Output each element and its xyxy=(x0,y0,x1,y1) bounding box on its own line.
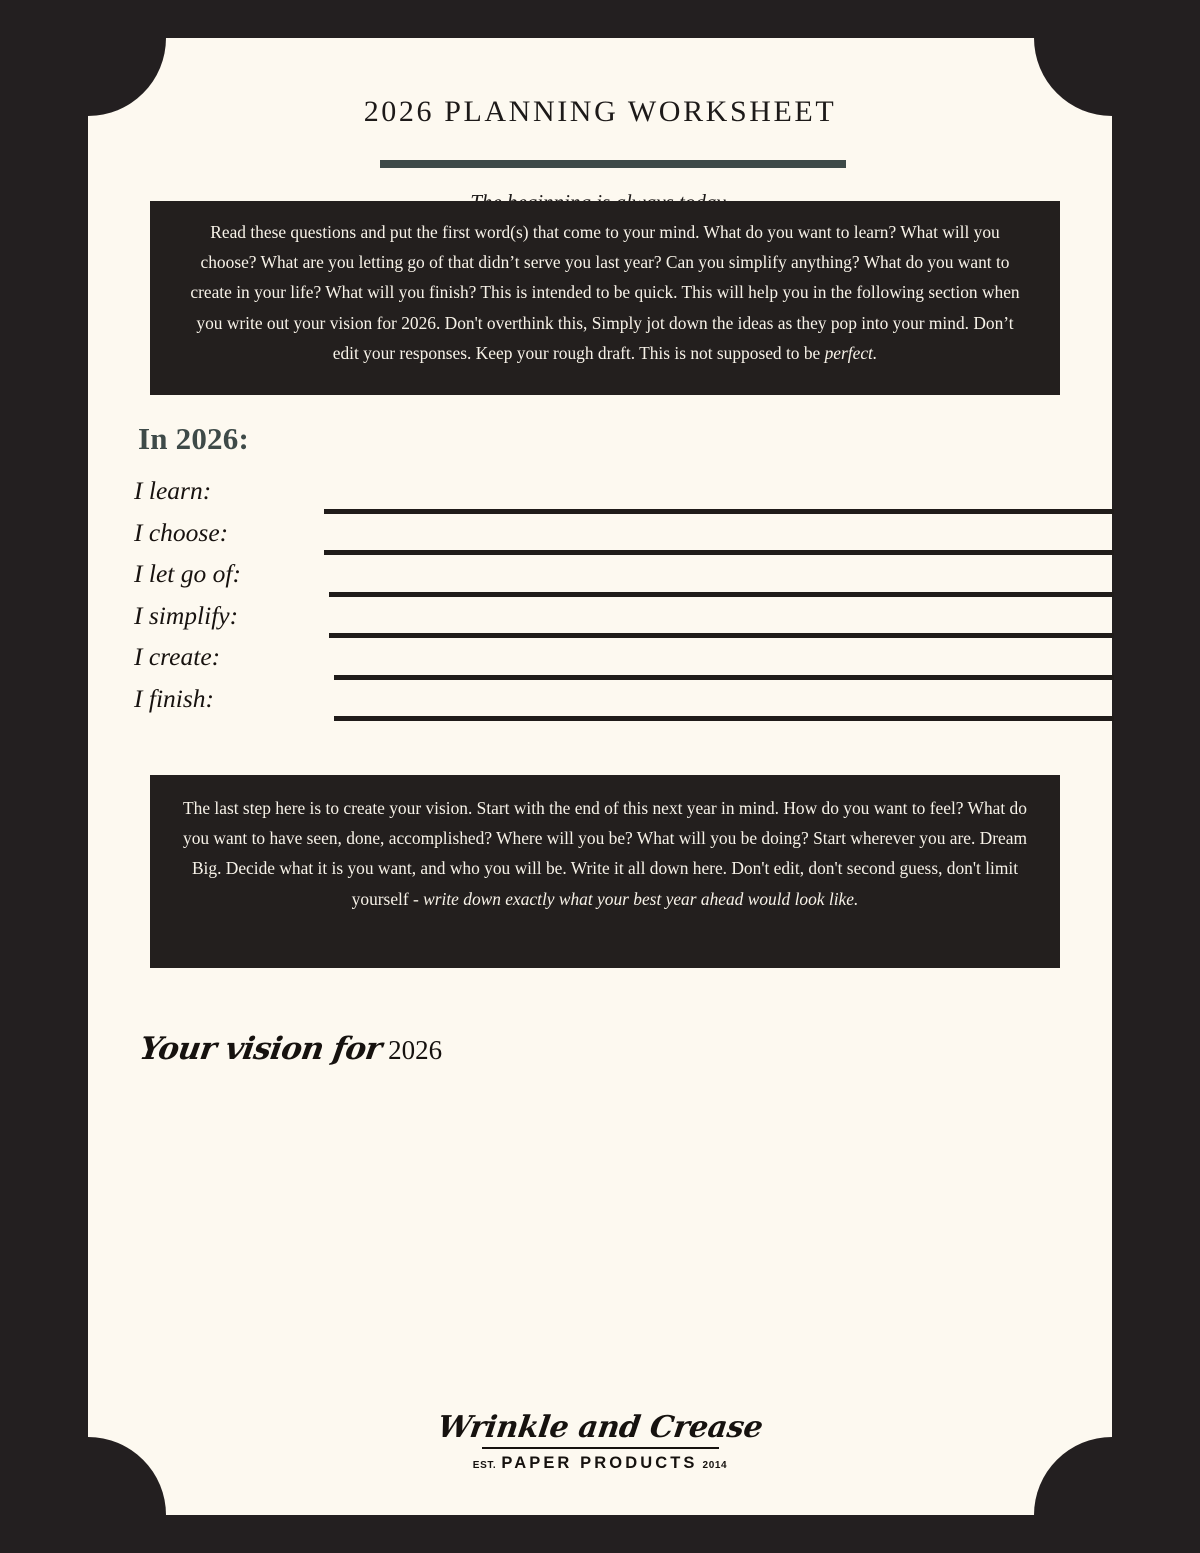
vision-instructions-panel xyxy=(150,775,1060,968)
prompt-row-simplify xyxy=(134,601,1114,643)
intro-instructions-emphasis: perfect. xyxy=(824,342,878,363)
brand-est-label: EST. xyxy=(472,1460,497,1471)
vision-instructions-text xyxy=(180,793,1030,914)
page-title: 2026 PLANNING WORKSHEET xyxy=(363,95,837,128)
prompt-input-line-simplify[interactable] xyxy=(329,633,1114,638)
prompt-label-let-go-of: I let go of: xyxy=(134,559,241,588)
prompt-label-simplify: I simplify: xyxy=(134,600,239,630)
prompt-label-learn: I learn: xyxy=(134,476,212,505)
intro-instructions-body: Read these questions and put the first word(s) that come to your mind. What do you want to learn? What will you choose? What are you letting go of that didn’t serve you last year? Can you simplify anything? What do you want to create in your life? What will you finish? This is intended to be quick. This will help you in the following section when you write out your vision for 2026. Don't overthink this, Simply jot down the ideas as they pop into your mind. Don’t edit your responses. Keep your rough draft. This is not supposed to be xyxy=(190,222,1020,363)
worksheet-page xyxy=(88,38,1112,1515)
prompts-section-heading: In 2026: xyxy=(138,421,249,456)
prompt-label-finish: I finish: xyxy=(134,683,215,713)
prompt-label-create: I create: xyxy=(134,642,221,671)
prompt-input-line-create[interactable] xyxy=(334,675,1114,680)
intro-instructions-panel xyxy=(150,201,1060,395)
prompt-input-line-choose[interactable] xyxy=(324,550,1114,555)
intro-instructions-text xyxy=(188,217,1022,368)
brand-name: Wrinkle and Crease xyxy=(435,1410,765,1445)
prompt-row-create xyxy=(134,642,1114,684)
prompt-input-line-finish[interactable] xyxy=(334,716,1114,721)
prompts-list xyxy=(134,476,1114,725)
prompt-row-learn xyxy=(134,476,1114,518)
title-underline-rule xyxy=(380,160,846,168)
brand-underline-rule xyxy=(482,1447,719,1449)
prompt-row-let-go-of xyxy=(134,559,1114,601)
vision-instructions-emphasis: write down exactly what your best year ahead would look like. xyxy=(423,888,859,909)
brand-tagline xyxy=(88,1454,1112,1473)
prompt-label-choose: I choose: xyxy=(134,517,229,547)
vision-instructions-body: The last step here is to create your vision. Start with the end of this next year in mind. How do you want to feel? What do you want to have seen, done, accomplished? Where will you be? What will you be doing? Start wherever you are. Dream Big. Decide what it is you want, and who you will be. Write it all down here. Don't edit, don't second guess, don't limit yourself - xyxy=(183,798,1027,909)
prompt-row-choose xyxy=(134,518,1114,560)
footer-brand-logo xyxy=(88,1410,1112,1473)
vision-area-heading xyxy=(137,1031,443,1067)
vision-heading-year: 2026 xyxy=(388,1035,443,1065)
prompt-input-line-let-go-of[interactable] xyxy=(329,592,1114,597)
brand-year-label: 2014 xyxy=(702,1460,728,1471)
prompt-input-line-learn[interactable] xyxy=(324,509,1114,514)
prompt-row-finish xyxy=(134,684,1114,726)
vision-heading-script: Your vision for xyxy=(137,1031,385,1067)
brand-product-label: PAPER PRODUCTS xyxy=(501,1454,698,1472)
